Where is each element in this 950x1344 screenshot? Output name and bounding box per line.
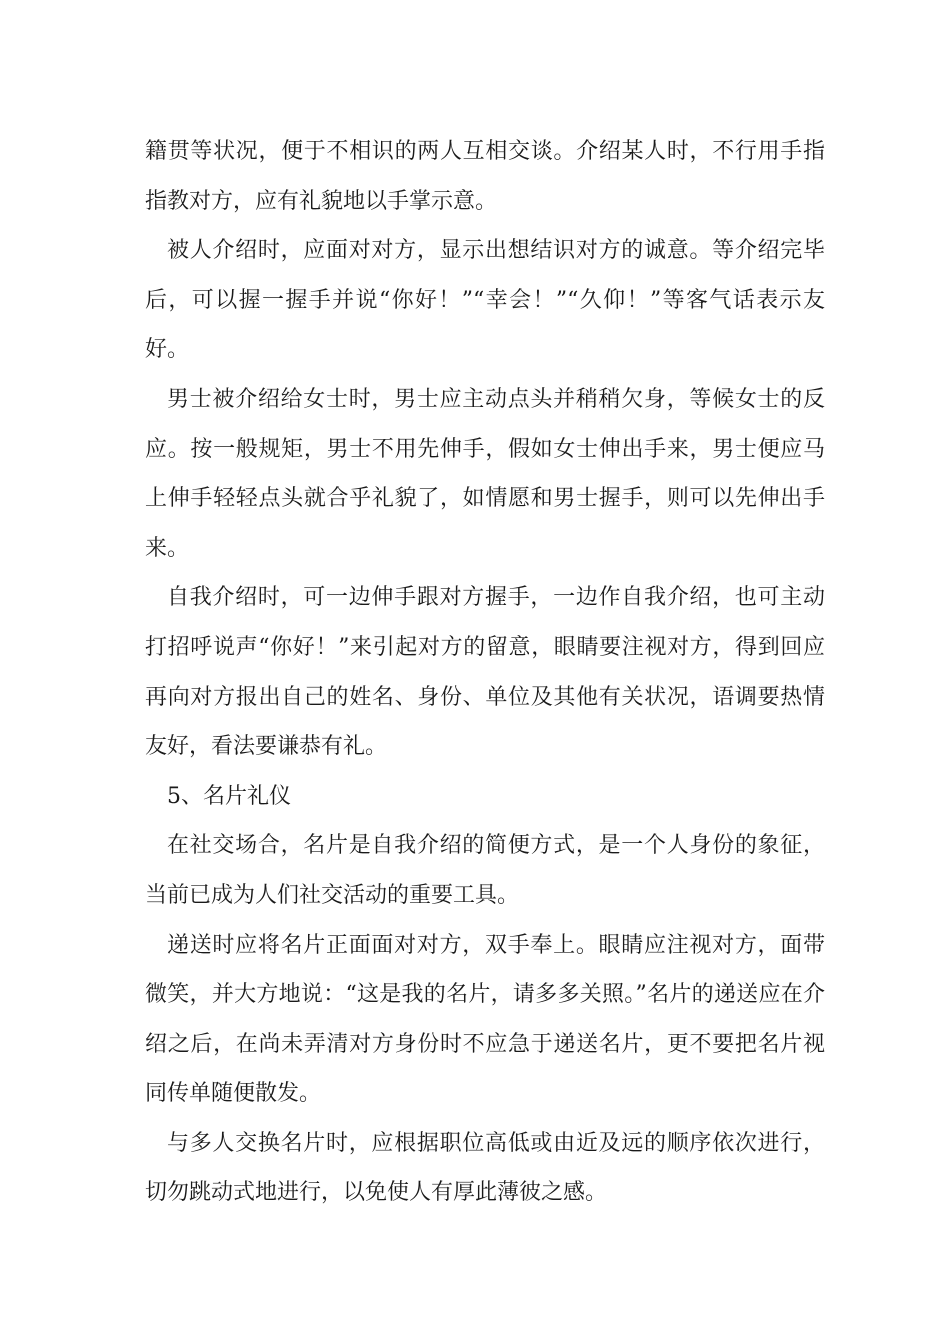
paragraph-business-card-intro: 在社交场合，名片是自我介绍的简便方式，是一个人身份的象征，当前已成为人们社交活动的重要工具。 — [145, 833, 825, 908]
document-body — [145, 127, 825, 1218]
paragraph-self-introduction: 自我介绍时，可一边伸手跟对方握手，一边作自我介绍，也可主动打招呼说声“你好！”来引起对方的留意，眼睛要注视对方，得到回应再向对方报出自己的姓名、身份、单位及其他有关状况，语调要热情友好，看法要谦恭有礼。 — [145, 585, 825, 760]
paragraph-man-to-woman: 男士被介绍给女士时，男士应主动点头并稍稍欠身，等候女士的反应。按一般规矩，男士不用先伸手，假如女士伸出手来，男士便应马上伸手轻轻点头就合乎礼貌了，如情愿和男士握手，则可以先伸出手来。 — [145, 386, 825, 561]
paragraph-continued: 籍贯等状况，便于不相识的两人互相交谈。介绍某人时，不行用手指指教对方，应有礼貌地以手掌示意。 — [145, 139, 825, 214]
paragraph-card-delivery: 递送时应将名片正面面对对方，双手奉上。眼睛应注视对方，面带微笑，并大方地说：“这是我的名片，请多多关照。”名片的递送应在介绍之后，在尚未弄清对方身份时不应急于递送名片，更不要把名片视同传单随便散发。 — [145, 932, 825, 1107]
paragraph-being-introduced: 被人介绍时，应面对对方，显示出想结识对方的诚意。等介绍完毕后，可以握一握手并说“你好！”“幸会！”“久仰！”等客气话表示友好。 — [145, 238, 825, 363]
paragraph-card-exchange: 与多人交换名片时，应根据职位高低或由近及远的顺序依次进行，切勿跳动式地进行，以免使人有厚此薄彼之感。 — [145, 1130, 825, 1206]
section-heading: 5、名片礼仪 — [167, 783, 291, 809]
